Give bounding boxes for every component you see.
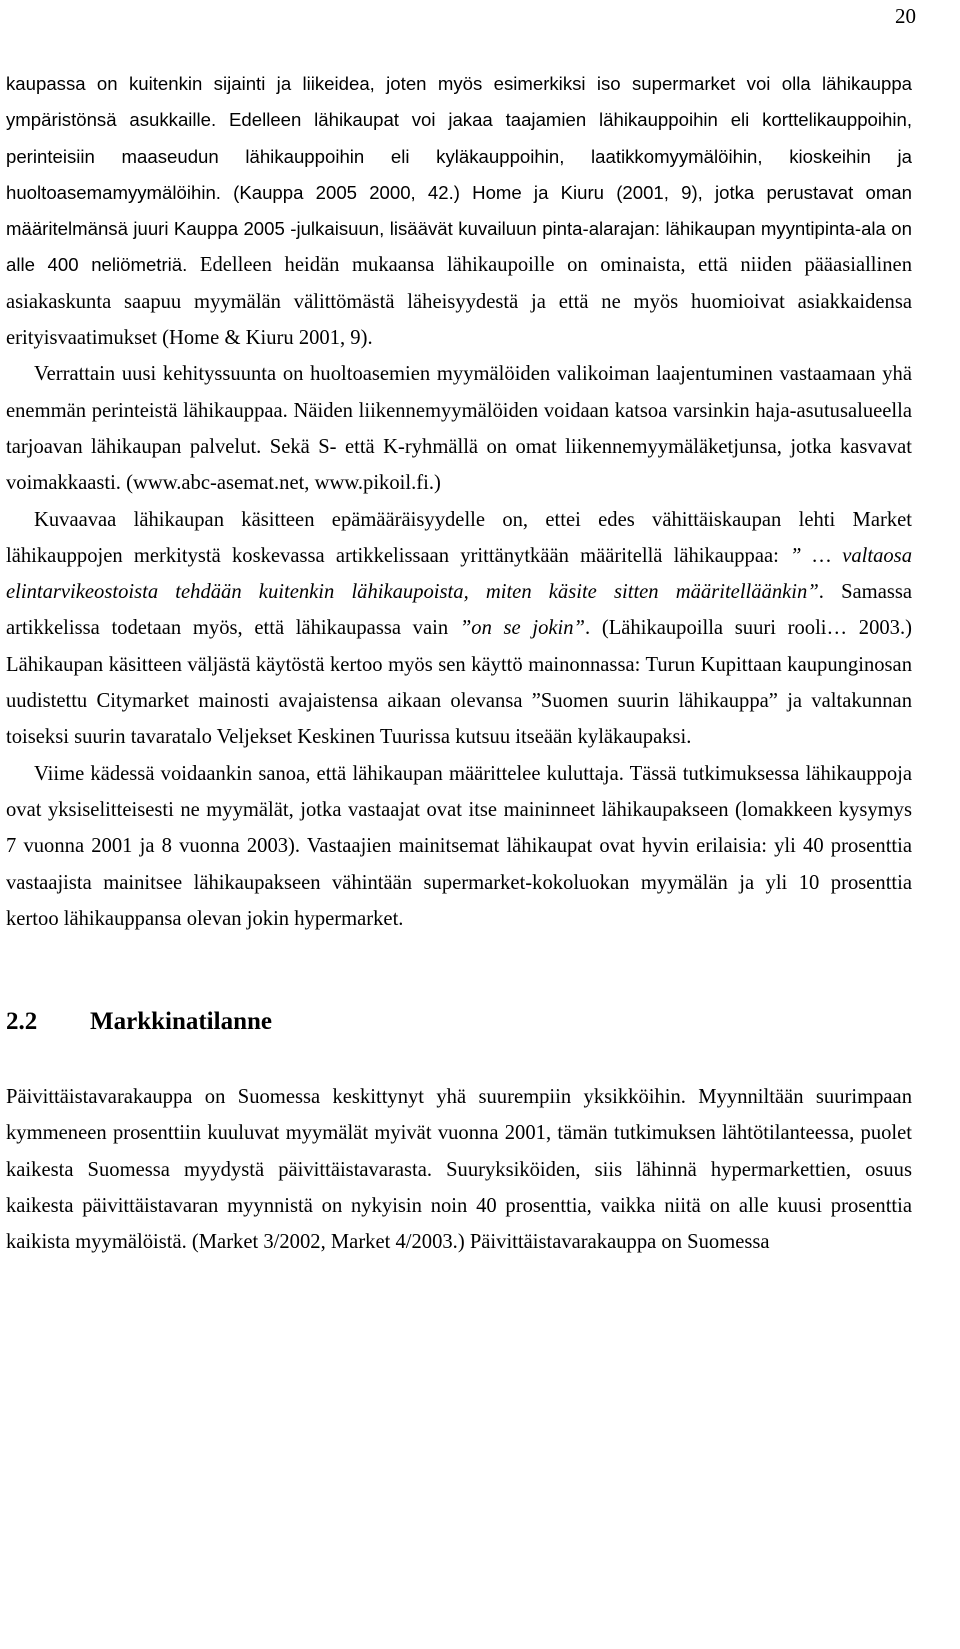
- section-heading: [6, 1004, 912, 1040]
- paragraph-p4: [6, 756, 912, 937]
- text-run: Kuvaavaa lähikaupan käsitteen epämääräisyydelle on, ettei edes vähittäiskaupan lehti Market lähikauppojen merkitystä koskevassa artikkelissaan yrittänytkään määritellä lähikauppaa:: [6, 508, 912, 567]
- text-run: Viime kädessä voidaankin sanoa, että lähikaupan määrittelee kuluttaja. Tässä tutkimuksessa lähikauppoja ovat yksiselitteisesti ne myymälät, jotka vastaajat ovat itse maininneet lähikaupakseen (lomakkeen kysymys 7 vuonna 2001 ja 8 vuonna 2003). Vastaajien mainitsemat lähikaupat ovat hyvin erilaisia: yli 40 prosenttia vastaajista mainitsee lähikaupakseen vähintään supermarket-kokoluokan myymälän ja yli 10 prosenttia kertoo lähikauppansa olevan jokin hypermarket.: [6, 762, 912, 930]
- text-run: Verrattain uusi kehityssuunta on huoltoasemien myymälöiden valikoiman laajentuminen vastaamaan yhä enemmän perinteistä lähikauppaa. Näiden liikennemyymälöiden voidaan katsoa varsinkin haja-asutusalueella tarjoavan lähikaupan palvelut. Sekä S- että K-ryhmällä on omat liikennemyymäläketjunsa, jotka kasvavat voimakkaasti. (www.abc-asemat.net, www.pikoil.fi.): [6, 363, 912, 495]
- paragraph-p1: [6, 66, 912, 356]
- document-body: [6, 66, 912, 1261]
- section-title: Markkinatilanne: [90, 1008, 272, 1036]
- text-run: Päivittäistavarakauppa on Suomessa keskittynyt yhä suurempiin yksikköihin. Myynniltään suurimpaan kymmeneen prosenttiin kuuluvat myymälät myivät vuonna 2001, tämän tutkimuksen lähtötilanteessa, puolet kaikesta Suomessa myydystä päivittäistavarasta. Suuryksiköiden, siis lähinnä hypermarkettien, osuus kaikesta päivittäistavaran myynnistä on nykyisin noin 40 prosenttia, vaikka niitä on alle kuusi prosenttia kaikista myymälöistä. (Market 3/2002, Market 4/2003.) Päivittäistavarakauppa on Suomessa: [6, 1086, 912, 1254]
- text-run: . Samassa artikkelissa todetaan myös, että lähikaupassa vain: [6, 581, 913, 640]
- text-run: . (Lähikaupoilla suuri rooli… 2003.) Lähikaupan käsitteen väljästä käytöstä kertoo myös sen käyttö mainonnassa: Turun Kupittaan kaupunginosan uudistettu Citymarket mainosti avajaistensa aikaan olevansa ”Suomen suurin lähikauppa” ja valtakunnan toiseksi suurin tavaratalo Veljekset Keskinen Tuurissa kutsuu itseään kyläkaupaksi.: [6, 617, 912, 749]
- section-number: 2.2: [6, 1008, 38, 1036]
- text-run: Edelleen heidän mukaansa lähikaupoille on ominaista, että niiden pääasiallinen asiakaskunta saapuu myymälän välittömästä läheisyydestä ja että ne myös huomioivat asiakkaidensa erityisvaatimukset (Home & Kiuru 2001, 9).: [6, 254, 912, 350]
- paragraph-p3: [6, 502, 912, 756]
- italic-quote: ” … valtaosa elintarvikeostoista tehdään kuitenkin lähikaupoista, miten käsite sitten määritelläänkin”: [6, 544, 912, 604]
- italic-quote: ”on se jokin”: [459, 617, 586, 640]
- page-number: 20: [895, 4, 916, 28]
- paragraph-p5: [6, 1079, 912, 1260]
- paragraph-p2: [6, 356, 912, 501]
- text-run: kaupassa on kuitenkin sijainti ja liikeidea, joten myös esimerkiksi iso supermarket voi olla lähikauppa ympäristönsä asukkaille. Edelleen lähikaupat voi jakaa taajamien lähikauppoihin eli korttelikauppoihin, perinteisiin maaseudun lähikauppoihin eli kyläkauppoihin, laatikkomyymälöihin, kioskeihin ja huoltoasemamyymälöihin. (Kauppa 2005 2000, 42.) Home ja Kiuru (2001, 9), jotka perustavat oman määritelmänsä juuri Kauppa 2005 -julkaisuun, lisäävät kuvailuun pinta-alarajan: lähikaupan myyntipinta-ala on alle 400 neliömetriä.: [6, 73, 912, 276]
